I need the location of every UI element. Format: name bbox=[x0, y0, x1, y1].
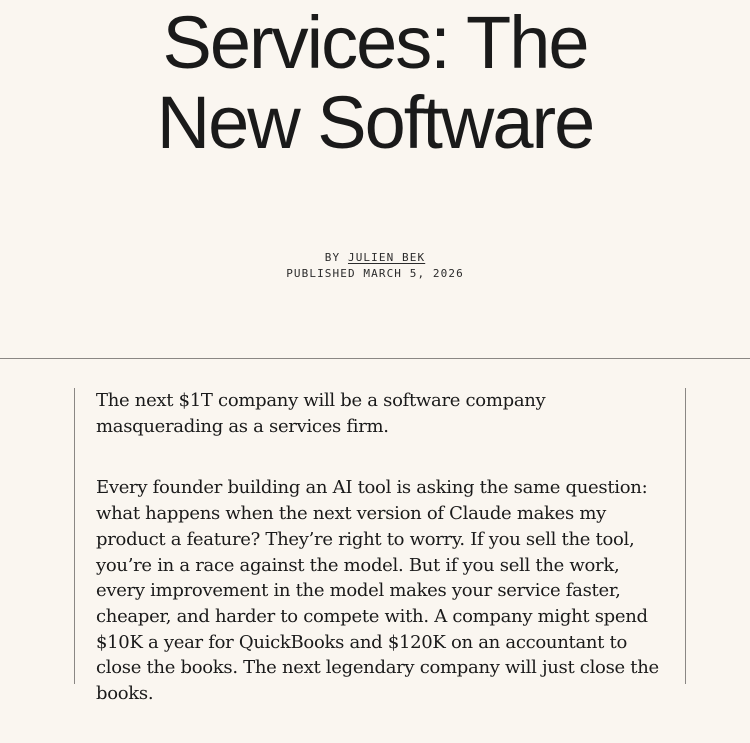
article-title-line-1: Services: The bbox=[162, 1, 588, 84]
article-body bbox=[96, 388, 671, 743]
article-content bbox=[74, 388, 686, 705]
header-divider bbox=[0, 358, 750, 359]
article-meta bbox=[0, 250, 750, 282]
article-title bbox=[0, 3, 750, 163]
byline-prefix: BY bbox=[324, 251, 341, 264]
article-header bbox=[0, 0, 750, 163]
author-link[interactable]: JULIEN BEK bbox=[347, 251, 426, 264]
article-paragraph: The next $1T company will be a software company masquerading as a services firm. bbox=[96, 390, 546, 437]
article-paragraph: Every founder building an AI tool is asking the same question: what happens when the next version of Claude makes my product a feature? They’re right to worry. If you sell the tool, you’re in a race against the model. But if you sell the work, every improvement in the model makes your service faster, cheaper, and harder to compete with. A company might spend $10K a year for QuickBooks and $120K on an accountant to close the books. The next legendary company will just close the books. bbox=[96, 477, 659, 705]
article-title-line-2: New Software bbox=[156, 81, 594, 164]
published-date: PUBLISHED MARCH 5, 2026 bbox=[286, 267, 464, 280]
byline bbox=[0, 250, 750, 266]
